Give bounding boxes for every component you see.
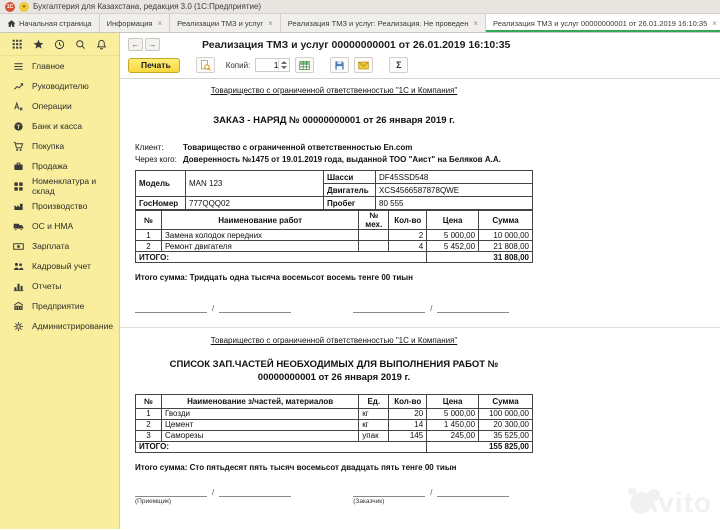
signature-slash: / [430,487,433,497]
table-cell: 10 000,00 [479,230,533,241]
table-cell: 5 000,00 [427,408,479,419]
table-header-row [136,211,533,230]
table-cell: 2 [136,241,162,252]
print-button[interactable] [128,58,180,73]
total-label: ИТОГО: [136,252,427,263]
sidebar-item-label: Банк и касса [32,121,83,131]
table-row [136,408,533,419]
factory-icon [13,201,24,212]
sidebar-item-administration[interactable] [0,316,119,336]
column-header: Наименование з/частей, материалов [161,394,358,408]
tab-close-icon[interactable]: × [157,18,163,28]
sidebar-item-bank-cash[interactable] [0,116,119,136]
table-total-row [136,441,533,452]
trend-chart-icon [13,81,24,92]
main-menu-button[interactable]: ▾ [19,2,29,12]
table-cell: 5 452,00 [427,241,479,252]
table-settings-icon [299,60,310,71]
table-cell: Замена колодок передних [161,230,358,241]
sidebar-item-sales[interactable] [0,156,119,176]
signature-line [219,488,291,497]
sidebar-item-label: ОС и НМА [32,221,74,231]
tab-label: Начальная страница [19,18,92,28]
column-header: Сумма [479,394,533,408]
bar-chart-icon [13,281,24,292]
sidebar-item-label: Зарплата [32,241,70,251]
operations-icon [13,101,24,112]
signature-block-customer [353,488,509,505]
via-label: Через кого: [135,154,177,164]
table-cell: Цемент [161,419,358,430]
signature-slash: / [212,304,215,314]
signature-line [219,304,291,313]
email-button[interactable] [354,57,373,73]
vehicle-table [135,170,533,210]
signature-line [437,488,509,497]
print-preview[interactable] [120,78,720,529]
table-row [136,430,533,441]
sidebar-item-label: Администрирование [32,321,114,331]
order-title: ЗАКАЗ - НАРЯД № 00000000001 от 26 января 2019 г. [213,115,455,126]
home-icon [7,19,16,28]
table-cell: Пробег [324,197,376,210]
table-cell: Двигатель [324,184,376,197]
sum-button[interactable] [389,57,408,73]
page-title: Реализация ТМЗ и услуг 00000000001 от 26.01.2019 16:10:35 [202,38,511,51]
avito-watermark [630,487,712,519]
tab-home[interactable] [0,14,100,32]
sidebar-item-label: Главное [32,61,65,71]
copies-label: Копий: [225,60,251,70]
preview-button[interactable] [196,57,215,73]
table-cell: Шасси [324,171,376,184]
tab-label: Реализация ТМЗ и услуг: Реализация. Не проведен [287,18,469,28]
tab-close-icon[interactable]: × [712,18,717,28]
table-cell: XCS4566587878QWE [376,184,533,197]
sidebar-item-label: Кадровый учет [32,261,91,271]
sidebar-item-production[interactable] [0,196,119,216]
sidebar-item-label: Руководителю [32,81,89,91]
parts-title-line2: 00000000001 от 26 января 2019 г. [257,371,411,383]
signature-line [135,488,207,497]
total-label: ИТОГО: [136,441,427,452]
truck-icon [13,221,24,232]
column-header: Ед. [359,394,389,408]
tab-close-icon[interactable]: × [473,18,479,28]
toolbar [120,54,720,78]
table-cell: Гвозди [161,408,358,419]
print-button-label: Печать [141,60,171,70]
sidebar-item-label: Покупка [32,141,65,151]
table-cell: MAN 123 [186,171,324,197]
menu-grid-icon[interactable] [12,39,23,50]
parts-table [135,394,533,453]
navigation-row [120,33,720,54]
parts-title [135,359,533,384]
table-cell: 21 808,00 [479,241,533,252]
table-cell: 1 [136,408,162,419]
column-header: Кол-во [389,211,427,230]
table-cell [359,241,389,252]
table-cell: ГосНомер [136,197,186,210]
table-cell: упак [359,430,389,441]
signature-pair [135,304,291,313]
table-cell: 2 [389,230,427,241]
copies-input[interactable] [256,61,278,70]
column-header: Цена [427,211,479,230]
gear-icon [13,321,24,332]
sidebar-item-label: Производство [32,201,88,211]
sidebar [0,33,120,529]
signature-caption: (Заказчик) [353,497,385,505]
history-clock-icon[interactable] [54,39,65,50]
forward-button[interactable]: → [145,38,160,51]
signature-slash: / [430,304,433,314]
table-cell: 245,00 [427,430,479,441]
via-value: Доверенность №1475 от 19.01.2019 года, выданной ТОО "Аист" на Беляков А.А. [183,154,501,164]
table-cell: 5 000,00 [427,230,479,241]
table-row [136,230,533,241]
page-break-divider [120,327,720,328]
sidebar-item-label: Продажа [32,161,68,171]
table-cell: 3 [136,430,162,441]
tab-bar [0,14,720,33]
watermark-circle-icon [628,487,636,495]
tab-realizations-list[interactable] [170,14,281,32]
window-titlebar [0,0,720,14]
org-name: Товарищество с ограниченной ответственностью "1С и Компания" [210,336,458,346]
column-header: № [136,211,162,230]
sidebar-item-reports[interactable] [0,276,119,296]
cart-icon [13,141,24,152]
tab-information[interactable] [100,14,171,32]
signature-line [353,488,425,497]
envelope-icon [358,60,369,71]
parts-total-in-words: Итого сумма: Сто пятьдесят пять тысяч восемьсот двадцать пять тенге 00 тиын [135,462,457,472]
total-value: 155 825,00 [427,441,533,452]
table-cell: 4 [389,241,427,252]
table-cell: 1 450,00 [427,419,479,430]
sidebar-item-nomenclature[interactable] [0,176,119,196]
sidebar-item-salary[interactable] [0,236,119,256]
column-header: Кол-во [389,394,427,408]
watermark-text: Avito [638,487,712,518]
table-total-row [136,252,533,263]
total-value: 31 808,00 [427,252,533,263]
table-cell: 20 [389,408,427,419]
hamburger-icon [13,61,24,72]
table-cell: 20 300,00 [479,419,533,430]
signature-line [135,304,207,313]
table-cell: кг [359,419,389,430]
table-cell: DF45SSD548 [376,171,533,184]
copies-stepper[interactable] [255,58,290,72]
content-area [120,33,720,529]
sidebar-item-label: Предприятие [32,301,85,311]
signature-line [437,304,509,313]
tab-close-icon[interactable]: × [268,18,273,28]
warehouse-grid-icon [13,181,24,192]
sidebar-item-purchase[interactable] [0,136,119,156]
banknote-icon [13,241,24,252]
people-icon [13,261,24,272]
table-cell: 777QQQ02 [186,197,324,210]
save-button[interactable] [330,57,349,73]
works-table [135,210,533,263]
column-header: Цена [427,394,479,408]
spin-down-icon[interactable] [281,66,287,69]
briefcase-icon [13,161,24,172]
sidebar-item-operations[interactable] [0,96,119,116]
table-cell: 145 [389,430,427,441]
tab-label: Реализация ТМЗ и услуг 00000000001 от 26.01.2019 16:10:35 [493,18,708,28]
sidebar-item-hr[interactable] [0,256,119,276]
building-icon [13,301,24,312]
tab-label: Реализации ТМЗ и услуг [177,18,264,28]
sidebar-tools [0,33,119,56]
table-row [136,419,533,430]
table-cell: 2 [136,419,162,430]
signature-pair [353,304,509,313]
search-icon[interactable] [75,39,86,50]
signature-caption: (Приемщик) [135,497,172,505]
sidebar-item-manager[interactable] [0,76,119,96]
favorites-star-icon[interactable] [33,39,44,50]
column-header: Сумма [479,211,533,230]
signature-line [353,304,425,313]
table-cell: 1 [136,230,162,241]
client-block [135,142,533,165]
order-total-in-words: Итого сумма: Тридцать одна тысяча восемьсот восемь тенге 00 тиын [135,273,413,283]
client-value: Товарищество с ограниченной ответственностью En.com [183,143,413,152]
table-cell [359,230,389,241]
table-header-row [136,394,533,408]
table-cell: 35 525,00 [479,430,533,441]
table-row [136,241,533,252]
client-label: Клиент: [135,143,164,152]
spin-up-icon[interactable] [281,61,287,64]
tab-realization-print[interactable] [486,14,720,32]
parts-signatures [135,488,533,505]
column-header: Наименование работ [161,211,358,230]
signature-slash: / [212,487,215,497]
sidebar-item-fixed-assets[interactable] [0,216,119,236]
table-cell: Модель [136,171,186,197]
back-button[interactable]: ← [128,38,143,51]
org-name: Товарищество с ограниченной ответственностью "1С и Компания" [210,86,458,95]
app-logo-icon[interactable]: 1С [6,3,14,10]
preview-magnifier-icon [200,60,211,71]
notifications-bell-icon[interactable] [96,39,107,50]
tab-realization-draft[interactable] [281,14,486,32]
table-settings-button[interactable] [295,57,314,73]
tab-label: Информация [106,18,153,28]
sigma-icon: Σ [396,60,402,70]
column-header: № мех. [359,211,389,230]
table-cell: кг [359,408,389,419]
table-cell: Саморезы [161,430,358,441]
column-header: № [136,394,162,408]
sidebar-item-label: Номенклатура и склад [32,176,97,196]
table-cell: 14 [389,419,427,430]
sidebar-item-label: Операции [32,101,72,111]
signature-block-receiver [135,488,291,505]
table-cell: 80 555 [376,197,533,210]
window-title: Бухгалтерия для Казахстана, редакция 3.0 (1С:Предприятие) [33,2,262,11]
save-diskette-icon [334,60,345,71]
copies-spin-buttons[interactable] [278,59,289,71]
sidebar-item-label: Отчеты [32,281,62,291]
sidebar-item-main[interactable] [0,56,119,76]
sidebar-item-enterprise[interactable] [0,296,119,316]
parts-title-line1: СПИСОК ЗАП.ЧАСТЕЙ НЕОБХОДИМЫХ ДЛЯ ВЫПОЛНЕНИЯ РАБОТ № [169,359,499,371]
order-signatures [135,304,533,313]
coin-icon [13,121,24,132]
table-cell: 100 000,00 [479,408,533,419]
table-cell: Ремонт двигателя [161,241,358,252]
